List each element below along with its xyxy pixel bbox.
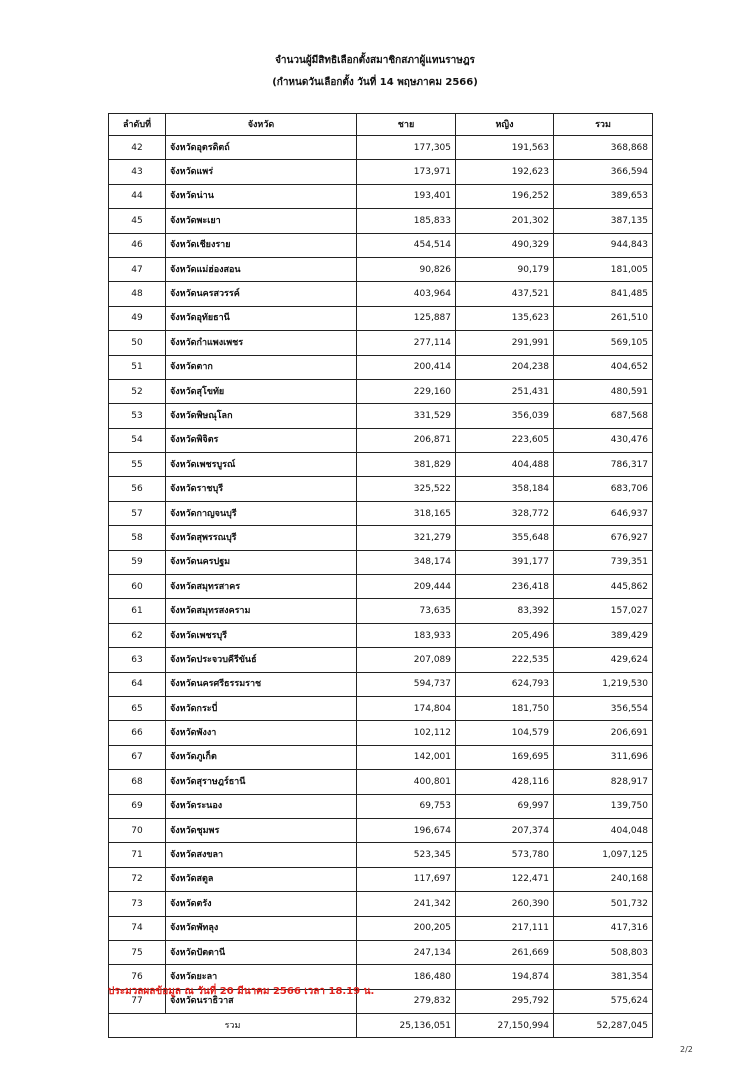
row-total: 828,917 [554, 770, 653, 794]
header-male: ชาย [357, 114, 456, 136]
row-seq: 66 [109, 721, 166, 745]
table-row [109, 672, 653, 696]
row-seq: 61 [109, 599, 166, 623]
row-total: 311,696 [554, 745, 653, 769]
row-province: จังหวัดสมุทรสงคราม [166, 599, 357, 623]
row-male: 142,001 [357, 745, 456, 769]
document-title: จำนวนผู้มีสิทธิเลือกตั้งสมาชิกสภาผู้แทนราษฎร [275, 55, 475, 66]
row-province: จังหวัดสงขลา [166, 843, 357, 867]
table-row [109, 623, 653, 647]
row-seq: 55 [109, 453, 166, 477]
row-male: 209,444 [357, 575, 456, 599]
row-total: 501,732 [554, 892, 653, 916]
table-row [109, 282, 653, 306]
row-male: 229,160 [357, 379, 456, 403]
row-male: 325,522 [357, 477, 456, 501]
row-total: 786,317 [554, 453, 653, 477]
row-province: จังหวัดสมุทรสาคร [166, 575, 357, 599]
total-label: รวม [109, 1014, 357, 1038]
table-row [109, 233, 653, 257]
row-seq: 59 [109, 550, 166, 574]
row-seq: 71 [109, 843, 166, 867]
row-province: จังหวัดสุพรรณบุรี [166, 526, 357, 550]
row-province: จังหวัดสุราษฎร์ธานี [166, 770, 357, 794]
row-seq: 69 [109, 794, 166, 818]
row-female: 356,039 [456, 404, 554, 428]
header-seq: ลำดับที่ [109, 114, 166, 136]
table-row [109, 721, 653, 745]
row-total: 366,594 [554, 160, 653, 184]
row-province: จังหวัดตรัง [166, 892, 357, 916]
row-province: จังหวัดชุมพร [166, 818, 357, 842]
table-row [109, 136, 653, 160]
row-male: 186,480 [357, 965, 456, 989]
row-female: 205,496 [456, 623, 554, 647]
row-total: 430,476 [554, 428, 653, 452]
row-female: 194,874 [456, 965, 554, 989]
row-female: 222,535 [456, 648, 554, 672]
table-row [109, 575, 653, 599]
table-row [109, 331, 653, 355]
row-male: 277,114 [357, 331, 456, 355]
row-seq: 53 [109, 404, 166, 428]
row-female: 207,374 [456, 818, 554, 842]
row-total: 683,706 [554, 477, 653, 501]
total-row [109, 1014, 653, 1038]
row-female: 169,695 [456, 745, 554, 769]
row-seq: 76 [109, 965, 166, 989]
table-row [109, 453, 653, 477]
row-female: 236,418 [456, 575, 554, 599]
table-row [109, 794, 653, 818]
row-female: 291,991 [456, 331, 554, 355]
row-total: 389,429 [554, 623, 653, 647]
row-province: จังหวัดพิจิตร [166, 428, 357, 452]
row-seq: 65 [109, 696, 166, 720]
row-male: 177,305 [357, 136, 456, 160]
table-row [109, 550, 653, 574]
row-female: 223,605 [456, 428, 554, 452]
table-row [109, 501, 653, 525]
row-province: จังหวัดปัตตานี [166, 940, 357, 964]
row-seq: 64 [109, 672, 166, 696]
row-seq: 74 [109, 916, 166, 940]
row-male: 318,165 [357, 501, 456, 525]
row-province: จังหวัดตาก [166, 355, 357, 379]
row-female: 201,302 [456, 209, 554, 233]
row-male: 400,801 [357, 770, 456, 794]
row-male: 185,833 [357, 209, 456, 233]
table-row [109, 209, 653, 233]
row-male: 102,112 [357, 721, 456, 745]
table-row [109, 916, 653, 940]
row-female: 428,116 [456, 770, 554, 794]
row-seq: 70 [109, 818, 166, 842]
table-row [109, 428, 653, 452]
row-male: 196,674 [357, 818, 456, 842]
row-male: 200,205 [357, 916, 456, 940]
row-male: 183,933 [357, 623, 456, 647]
table-row [109, 745, 653, 769]
row-seq: 51 [109, 355, 166, 379]
row-province: จังหวัดกำแพงเพชร [166, 331, 357, 355]
row-seq: 62 [109, 623, 166, 647]
row-seq: 72 [109, 867, 166, 891]
row-female: 191,563 [456, 136, 554, 160]
row-seq: 50 [109, 331, 166, 355]
page-number: 2/2 [680, 1045, 693, 1054]
row-total: 157,027 [554, 599, 653, 623]
row-female: 391,177 [456, 550, 554, 574]
row-female: 135,623 [456, 306, 554, 330]
row-seq: 77 [109, 989, 166, 1013]
row-seq: 67 [109, 745, 166, 769]
row-male: 207,089 [357, 648, 456, 672]
row-province: จังหวัดเชียงราย [166, 233, 357, 257]
row-male: 90,826 [357, 257, 456, 281]
row-province: จังหวัดนครศรีธรรมราช [166, 672, 357, 696]
row-female: 261,669 [456, 940, 554, 964]
total-female: 27,150,994 [456, 1014, 554, 1038]
row-province: จังหวัดอุตรดิตถ์ [166, 136, 357, 160]
row-female: 90,179 [456, 257, 554, 281]
row-female: 358,184 [456, 477, 554, 501]
table-row [109, 379, 653, 403]
row-total: 944,843 [554, 233, 653, 257]
total-male: 25,136,051 [357, 1014, 456, 1038]
row-total: 261,510 [554, 306, 653, 330]
row-male: 454,514 [357, 233, 456, 257]
table-row [109, 818, 653, 842]
table-row [109, 867, 653, 891]
row-province: จังหวัดอุทัยธานี [166, 306, 357, 330]
row-province: จังหวัดสตูล [166, 867, 357, 891]
row-male: 173,971 [357, 160, 456, 184]
row-female: 490,329 [456, 233, 554, 257]
row-seq: 68 [109, 770, 166, 794]
row-total: 687,568 [554, 404, 653, 428]
header-female: หญิง [456, 114, 554, 136]
row-total: 676,927 [554, 526, 653, 550]
row-total: 181,005 [554, 257, 653, 281]
table-row [109, 770, 653, 794]
row-male: 523,345 [357, 843, 456, 867]
row-total: 480,591 [554, 379, 653, 403]
row-total: 139,750 [554, 794, 653, 818]
row-seq: 63 [109, 648, 166, 672]
row-total: 368,868 [554, 136, 653, 160]
row-female: 404,488 [456, 453, 554, 477]
row-total: 417,316 [554, 916, 653, 940]
table-row [109, 940, 653, 964]
row-female: 573,780 [456, 843, 554, 867]
total-sum: 52,287,045 [554, 1014, 653, 1038]
row-male: 73,635 [357, 599, 456, 623]
table-header-row [109, 114, 653, 136]
row-total: 569,105 [554, 331, 653, 355]
row-male: 241,342 [357, 892, 456, 916]
row-province: จังหวัดพะเยา [166, 209, 357, 233]
table-row [109, 355, 653, 379]
table-row [109, 306, 653, 330]
row-province: จังหวัดภูเก็ต [166, 745, 357, 769]
row-male: 594,737 [357, 672, 456, 696]
row-male: 403,964 [357, 282, 456, 306]
row-total: 739,351 [554, 550, 653, 574]
table-row [109, 526, 653, 550]
row-total: 646,937 [554, 501, 653, 525]
row-province: จังหวัดกาญจนบุรี [166, 501, 357, 525]
row-province: จังหวัดเพชรบุรี [166, 623, 357, 647]
row-seq: 73 [109, 892, 166, 916]
row-female: 328,772 [456, 501, 554, 525]
row-province: จังหวัดระนอง [166, 794, 357, 818]
row-female: 204,238 [456, 355, 554, 379]
row-female: 355,648 [456, 526, 554, 550]
row-seq: 75 [109, 940, 166, 964]
row-male: 247,134 [357, 940, 456, 964]
row-female: 251,431 [456, 379, 554, 403]
row-female: 83,392 [456, 599, 554, 623]
document-subtitle: (กำหนดวันเลือกตั้ง วันที่ 14 พฤษภาคม 2566) [272, 77, 478, 88]
row-female: 295,792 [456, 989, 554, 1013]
row-total: 841,485 [554, 282, 653, 306]
row-province: จังหวัดประจวบคีรีขันธ์ [166, 648, 357, 672]
row-male: 117,697 [357, 867, 456, 891]
table-row [109, 160, 653, 184]
row-seq: 49 [109, 306, 166, 330]
table-row [109, 257, 653, 281]
row-total: 445,862 [554, 575, 653, 599]
row-seq: 56 [109, 477, 166, 501]
row-province: จังหวัดนราธิวาส [166, 989, 357, 1013]
row-seq: 57 [109, 501, 166, 525]
row-male: 174,804 [357, 696, 456, 720]
row-total: 575,624 [554, 989, 653, 1013]
row-seq: 58 [109, 526, 166, 550]
row-province: จังหวัดพัทลุง [166, 916, 357, 940]
table-row [109, 696, 653, 720]
row-province: จังหวัดพังงา [166, 721, 357, 745]
row-province: จังหวัดแม่ฮ่องสอน [166, 257, 357, 281]
row-female: 69,997 [456, 794, 554, 818]
row-male: 193,401 [357, 184, 456, 208]
row-male: 69,753 [357, 794, 456, 818]
row-total: 356,554 [554, 696, 653, 720]
processing-note: ประมวลผลข้อมูล ณ วันที่ 20 มีนาคม 2566 เวลา 18.19 น. [108, 986, 375, 997]
table-row [109, 477, 653, 501]
row-province: จังหวัดยะลา [166, 965, 357, 989]
row-province: จังหวัดกระบี่ [166, 696, 357, 720]
row-seq: 52 [109, 379, 166, 403]
row-province: จังหวัดน่าน [166, 184, 357, 208]
row-province: จังหวัดราชบุรี [166, 477, 357, 501]
row-female: 192,623 [456, 160, 554, 184]
row-male: 206,871 [357, 428, 456, 452]
header-total: รวม [554, 114, 653, 136]
row-female: 104,579 [456, 721, 554, 745]
header-province: จังหวัด [166, 114, 357, 136]
row-total: 240,168 [554, 867, 653, 891]
row-total: 389,653 [554, 184, 653, 208]
row-female: 217,111 [456, 916, 554, 940]
row-province: จังหวัดเพชรบูรณ์ [166, 453, 357, 477]
row-total: 1,219,530 [554, 672, 653, 696]
row-seq: 48 [109, 282, 166, 306]
row-female: 437,521 [456, 282, 554, 306]
row-male: 279,832 [357, 989, 456, 1013]
row-seq: 60 [109, 575, 166, 599]
row-female: 260,390 [456, 892, 554, 916]
row-province: จังหวัดสุโขทัย [166, 379, 357, 403]
row-male: 321,279 [357, 526, 456, 550]
row-male: 331,529 [357, 404, 456, 428]
table-row [109, 599, 653, 623]
row-male: 200,414 [357, 355, 456, 379]
row-total: 404,652 [554, 355, 653, 379]
row-female: 196,252 [456, 184, 554, 208]
table-row [109, 843, 653, 867]
table-body [109, 136, 653, 1014]
row-female: 122,471 [456, 867, 554, 891]
voter-table [108, 113, 653, 1038]
row-seq: 43 [109, 160, 166, 184]
row-seq: 45 [109, 209, 166, 233]
row-province: จังหวัดนครสวรรค์ [166, 282, 357, 306]
row-seq: 42 [109, 136, 166, 160]
row-seq: 46 [109, 233, 166, 257]
row-seq: 47 [109, 257, 166, 281]
row-seq: 44 [109, 184, 166, 208]
table-row [109, 648, 653, 672]
row-province: จังหวัดนครปฐม [166, 550, 357, 574]
row-total: 381,354 [554, 965, 653, 989]
row-total: 404,048 [554, 818, 653, 842]
row-total: 206,691 [554, 721, 653, 745]
row-total: 508,803 [554, 940, 653, 964]
row-province: จังหวัดแพร่ [166, 160, 357, 184]
row-total: 387,135 [554, 209, 653, 233]
row-total: 429,624 [554, 648, 653, 672]
row-female: 624,793 [456, 672, 554, 696]
table-row [109, 184, 653, 208]
table-row [109, 404, 653, 428]
row-male: 125,887 [357, 306, 456, 330]
row-province: จังหวัดพิษณุโลก [166, 404, 357, 428]
table-row [109, 892, 653, 916]
row-seq: 54 [109, 428, 166, 452]
row-female: 181,750 [456, 696, 554, 720]
row-total: 1,097,125 [554, 843, 653, 867]
row-male: 381,829 [357, 453, 456, 477]
row-male: 348,174 [357, 550, 456, 574]
